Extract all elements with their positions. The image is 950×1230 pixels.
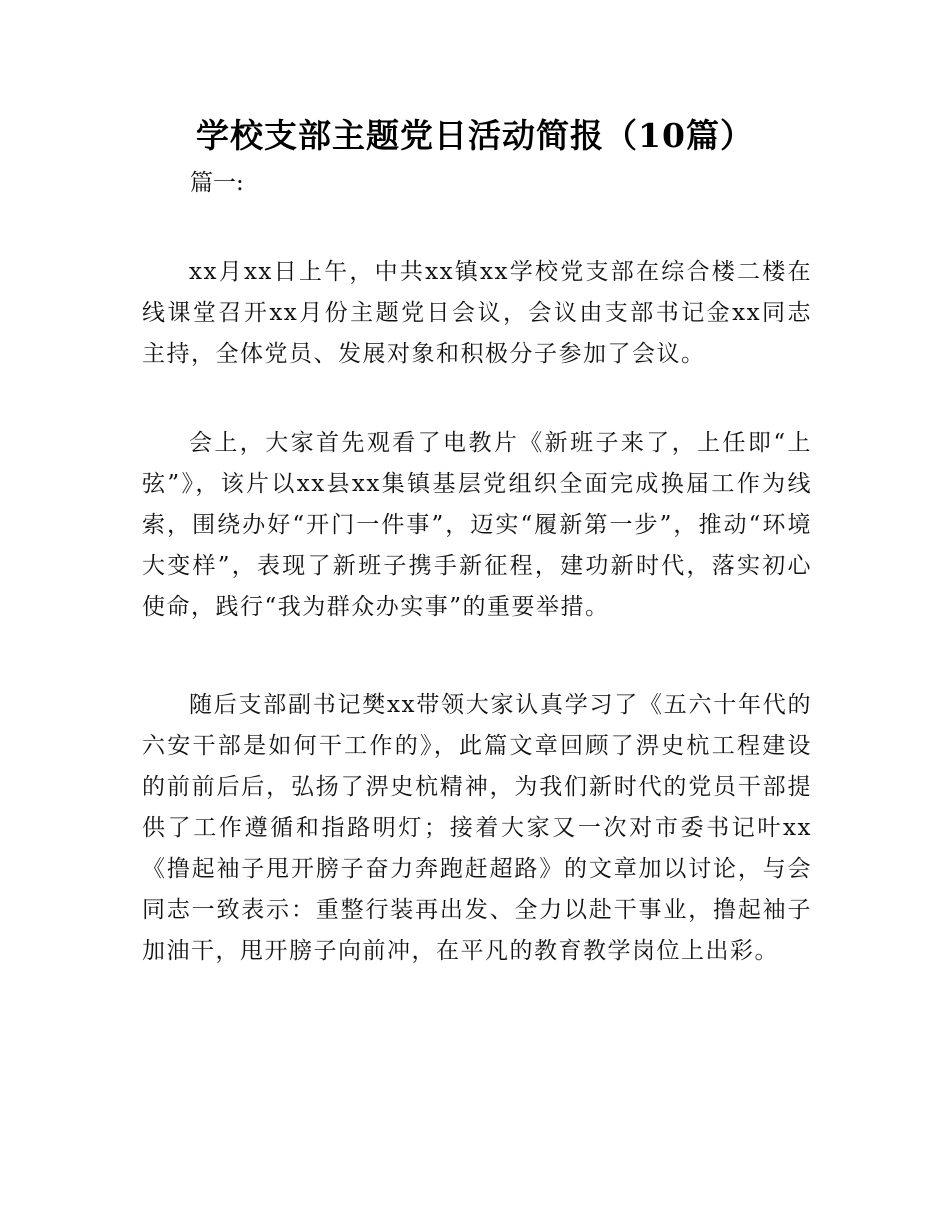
document-title: 学校支部主题党日活动简报（10篇） (196, 116, 754, 155)
section-label: 篇一: (190, 170, 244, 196)
paragraph-2: 会上，大家首先观看了电教片《新班子来了，上任即“上弦”》，该片以xx县xx集镇基层党组织全面完成换届工作为线索，围绕办好“开门一件事”，迈实“履新第一步”，推动“环境大变样”，表现了新班子携手新征程，建功新时代，落实初心使命，践行“我为群众办实事”的重要举措。 (142, 430, 812, 620)
paragraph-3: 随后支部副书记樊xx带领大家认真学习了《五六十年代的六安干部是如何干工作的》，此篇文章回顾了淠史杭工程建设的前前后后，弘扬了淠史杭精神，为我们新时代的党员干部提供了工作遵循和指路明灯；接着大家又一次对市委书记叶xx《撸起袖子甩开膀子奋力奔跑赶超路》的文章加以讨论，与会同志一致表示：重整行装再出发、全力以赴干事业，撸起袖子加油干，甩开膀子向前冲，在平凡的教育教学岗位上出彩。 (142, 692, 812, 964)
paragraph-1: xx月xx日上午，中共xx镇xx学校党支部在综合楼二楼在线课堂召开xx月份主题党日会议，会议由支部书记金xx同志主持，全体党员、发展对象和积极分子参加了会议。 (142, 259, 812, 367)
